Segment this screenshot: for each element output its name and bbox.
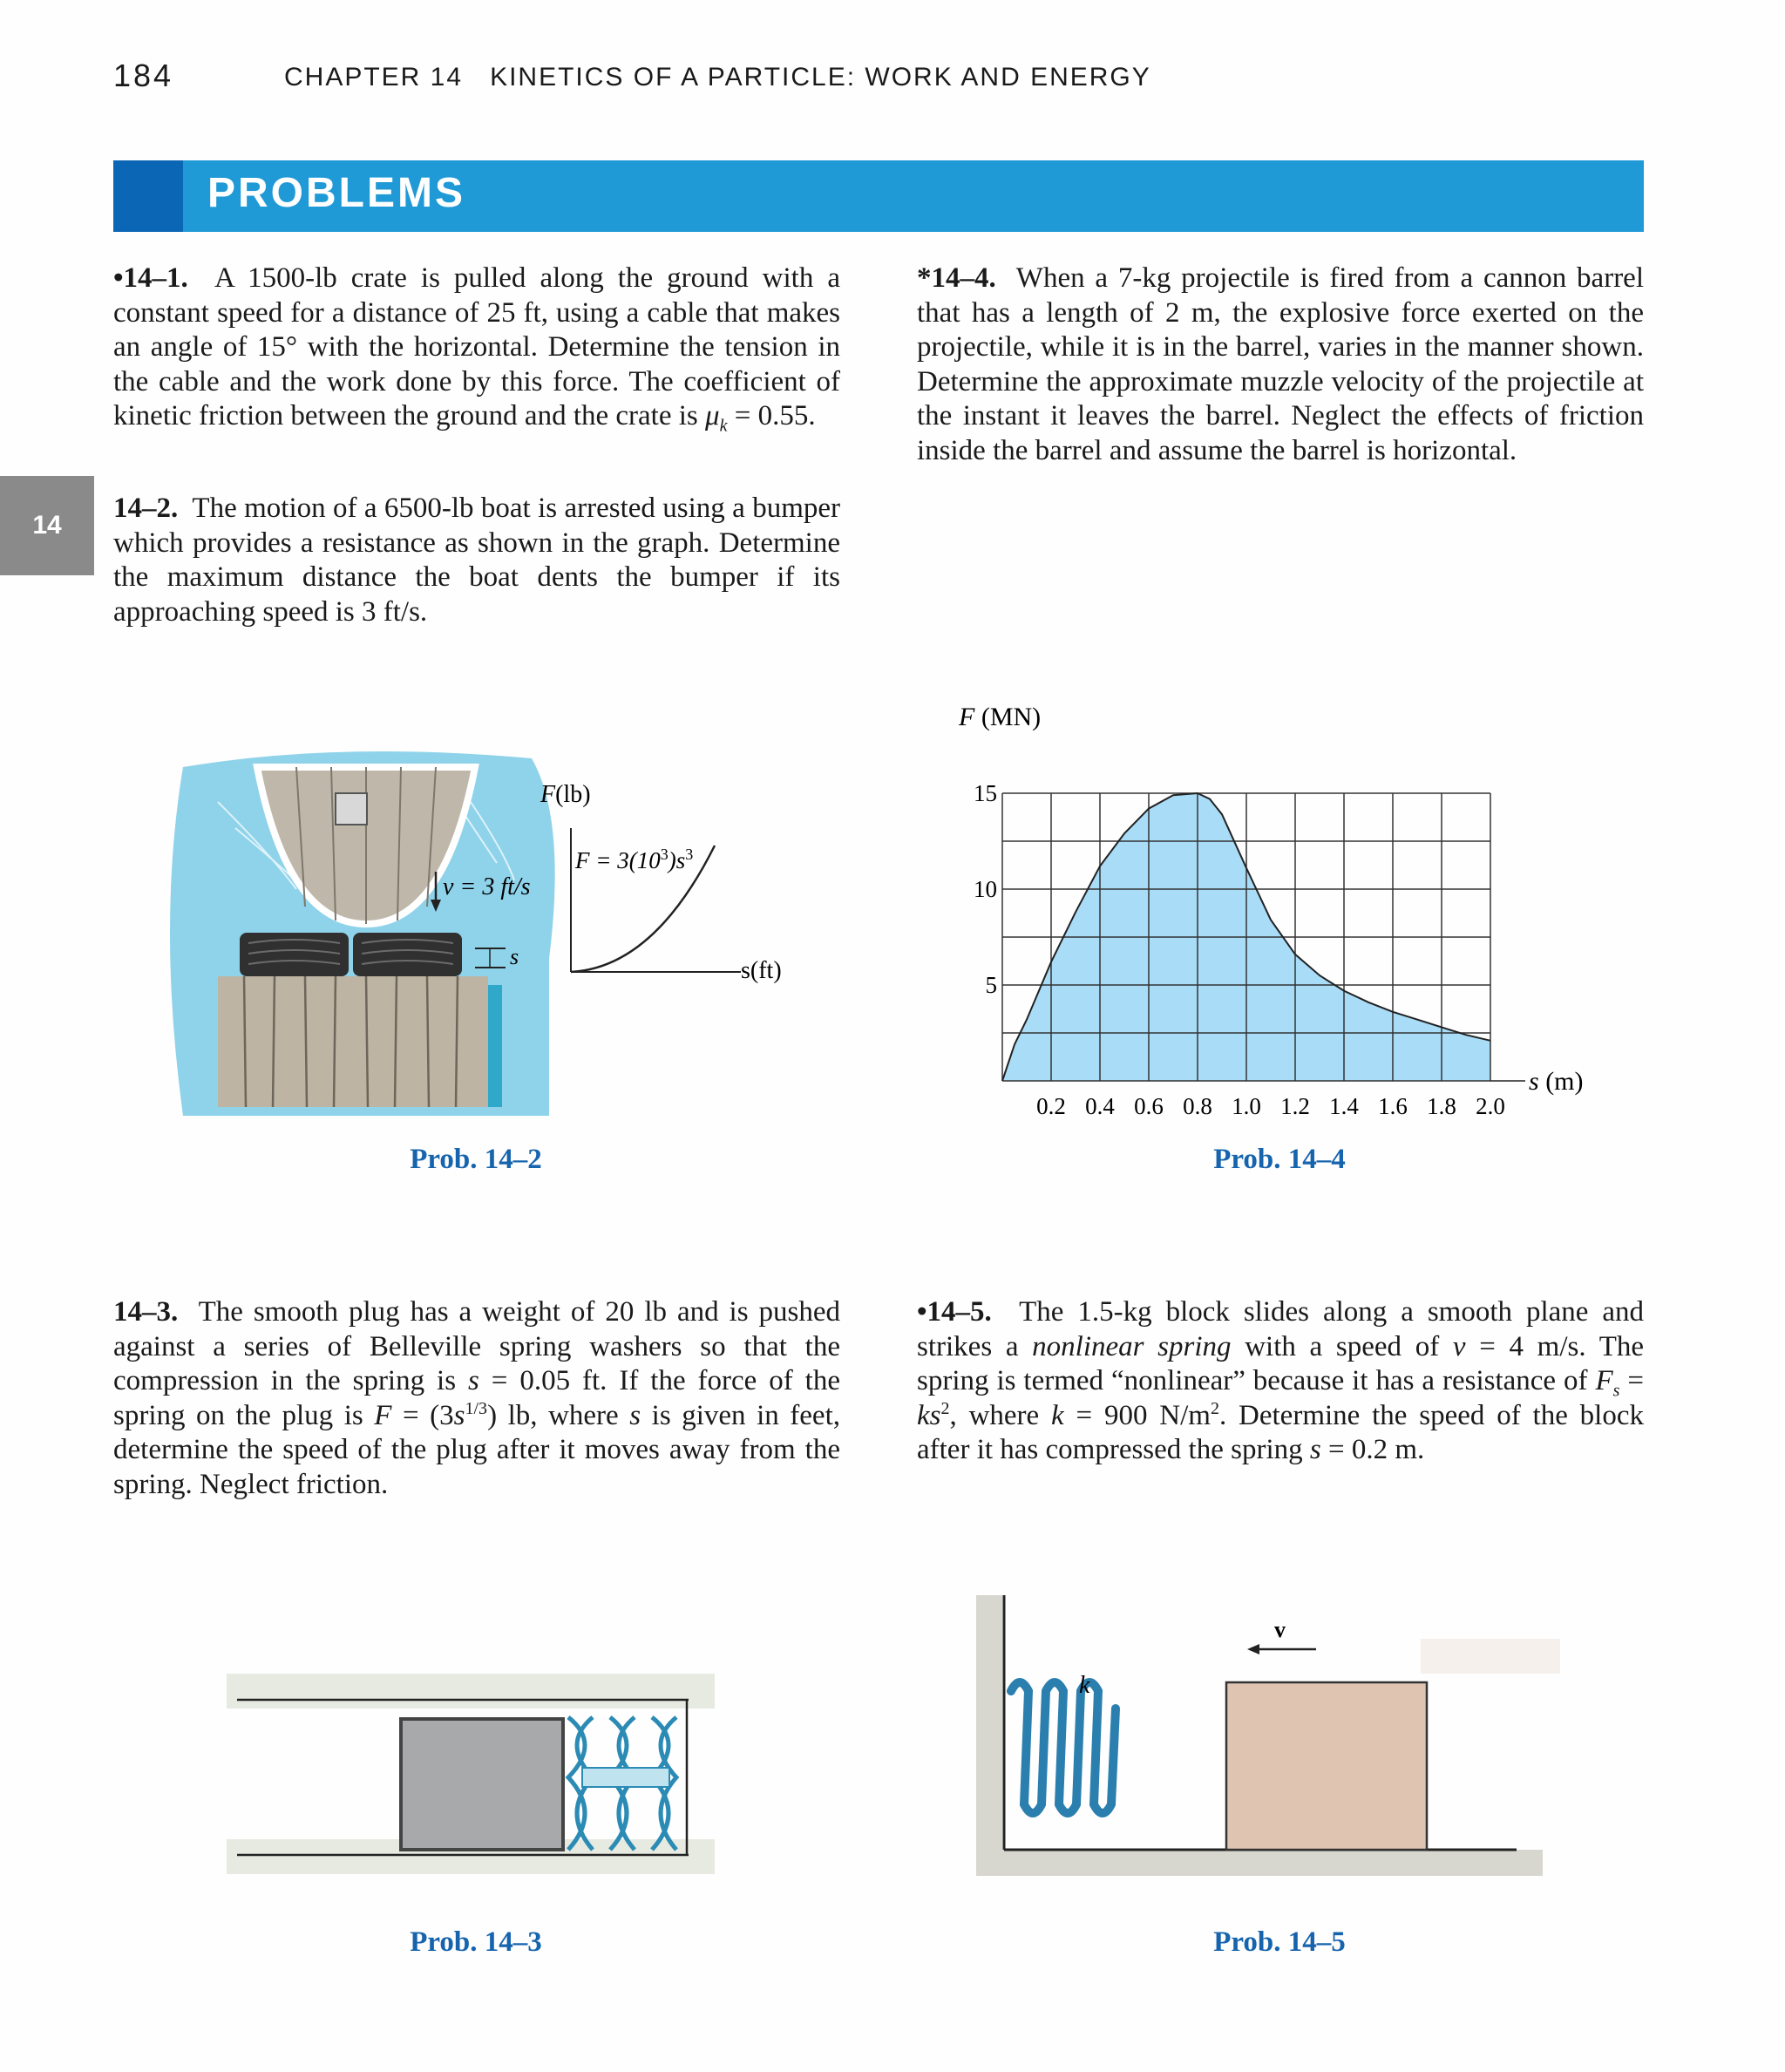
v-symbol: v <box>1452 1330 1466 1362</box>
chart-y-tick-label: 15 <box>974 780 997 806</box>
problems-banner <box>113 160 1644 232</box>
problem-text: The motion of a 6500-lb boat is arrested using a bumper which provides a resistance as shown in the graph. Determine the maximum distance the boat dents the bumper if its approaching speed is 3 ft/s. <box>113 493 841 628</box>
text-d: = <box>1619 1365 1644 1397</box>
problem-number: 14–2. <box>113 493 179 524</box>
ks-symbol: ks <box>917 1399 941 1431</box>
text-b: with a speed of <box>1231 1330 1453 1362</box>
chart-y-tick-label: 10 <box>974 876 997 902</box>
banner-accent-block <box>113 160 183 232</box>
exponent-2: 2 <box>940 1398 950 1418</box>
text-b: = 0.05 ft. If the force of the spring on the plug is <box>113 1365 840 1431</box>
problem-14-5 <box>917 1295 1644 1468</box>
emphasis: nonlinear spring <box>1032 1330 1232 1362</box>
boat-window <box>336 793 367 825</box>
banner-title: PROBLEMS <box>207 170 466 216</box>
text-c: = 4 m/s. The spring is termed “nonlinear” because it has a resistance of <box>917 1330 1644 1397</box>
chart-x-tick-label: 0.6 <box>1134 1093 1164 1116</box>
velocity-vector-label: v <box>1274 1617 1286 1642</box>
s-axis-label: s(ft) <box>741 957 782 984</box>
problem-number: •14–1. <box>113 262 188 294</box>
figure-14-2 <box>166 750 811 1116</box>
page-number: 184 <box>113 58 174 93</box>
dock <box>218 976 488 1107</box>
caption-14-5: Prob. 14–5 <box>1213 1926 1346 1958</box>
wall <box>976 1595 1002 1857</box>
k-symbol: k <box>1051 1399 1064 1431</box>
floor <box>976 1850 1543 1876</box>
problem-text: When a 7-kg projectile is fired from a cannon barrel that has a length of 2 m, the explosive force exerted on the projectile, while it is in the barrel, varies in the manner shown. Determine the approximate muzzle velocity of the projectile at the instant it leaves the barrel. Neglect the effects of friction inside the barrel and assume the barrel is horizontal. <box>917 262 1645 466</box>
figure-14-5 <box>959 1586 1569 1900</box>
plug <box>401 1719 563 1850</box>
equation-label: $F = 3(10^3)s^3$ <box>575 846 694 873</box>
s-dimension-label: s <box>510 944 519 969</box>
k-label: k <box>1079 1672 1090 1699</box>
chapter-title: KINETICS OF A PARTICLE: WORK AND ENERGY <box>490 63 1151 92</box>
block <box>1226 1682 1427 1850</box>
chart-x-tick-label: 1.4 <box>1329 1093 1359 1116</box>
caption-14-3: Prob. 14–3 <box>410 1926 542 1958</box>
chart-x-tick-label: 1.2 <box>1280 1093 1310 1116</box>
mu-symbol: μ <box>705 400 720 432</box>
s-symbol-3: s <box>629 1399 641 1431</box>
chart-y-tick-label: 5 <box>985 972 997 998</box>
figure-14-4-chart <box>950 697 1621 1116</box>
problem-number: 14–3. <box>113 1296 179 1328</box>
text-h: = 0.2 m. <box>1320 1434 1425 1466</box>
problem-text-tail: = 0.55. <box>727 400 816 432</box>
problem-14-1 <box>113 262 840 434</box>
problem-number: *14–4. <box>917 262 996 294</box>
caption-14-2: Prob. 14–2 <box>410 1144 542 1175</box>
text-g: . Determine the speed of the block after it has compressed the spring <box>917 1399 1645 1466</box>
fs-subscript: s <box>1612 1381 1620 1401</box>
force-axis-label: F(lb) <box>540 781 591 808</box>
problem-text: A 1500-lb crate is pulled along the ground with a constant speed for a distance of 25 ft, using a cable that makes an angle of 15° with the horizontal. Determine the tension in the cable and the work done by this force. The coefficient of kinetic friction between the ground and the crate is <box>113 262 840 432</box>
text-e: , where <box>949 1399 1052 1431</box>
text-e: is given in feet, determine the speed of the plug after it moves away from the spring. Neglect friction. <box>113 1399 840 1500</box>
chapter-label: CHAPTER 14 <box>284 63 464 92</box>
chart-x-tick-label: 0.8 <box>1183 1093 1212 1116</box>
caption-14-4-text: Prob. 14–4 <box>1213 1144 1346 1175</box>
exponent: 1/3 <box>465 1398 488 1418</box>
spring <box>1011 1682 1116 1813</box>
problem-14-3 <box>113 1295 840 1503</box>
mu-subscript: k <box>719 416 728 436</box>
chart-x-tick-label: 1.0 <box>1232 1093 1261 1116</box>
chart-x-axis-label: s (m) <box>1529 1067 1584 1096</box>
chart-x-tick-label: 0.2 <box>1036 1093 1066 1116</box>
chapter-heading <box>284 63 1151 92</box>
chart-x-tick-label: 1.8 <box>1427 1093 1456 1116</box>
problem-number: •14–5. <box>917 1296 992 1328</box>
problem-14-4 <box>917 262 1644 469</box>
chart-y-axis-label: F (MN) <box>959 703 1042 731</box>
running-head <box>113 58 1246 101</box>
caption-14-4 <box>1105 1144 1454 1176</box>
f-symbol: F <box>374 1399 392 1431</box>
figure-14-3 <box>227 1656 715 1883</box>
exponent-3: 2 <box>1210 1398 1219 1418</box>
text-a: The 1.5-kg block slides along a smooth plane and strikes a <box>917 1296 1645 1362</box>
text-a: The smooth plug has a weight of 20 lb and is pushed against a series of Belleville spring washers so that the compression in the spring is <box>113 1296 840 1397</box>
chart-x-tick-label: 2.0 <box>1476 1093 1505 1116</box>
text-c: = (3 <box>391 1399 454 1431</box>
s-symbol: s <box>1309 1434 1321 1466</box>
s-symbol: s <box>468 1365 479 1397</box>
text-f: = 900 N/m <box>1063 1399 1211 1431</box>
chart-x-tick-label: 1.6 <box>1378 1093 1408 1116</box>
chapter-side-tab: 14 <box>0 476 94 575</box>
s-symbol-2: s <box>453 1399 465 1431</box>
chart-x-tick-label: 0.4 <box>1085 1093 1115 1116</box>
fs-symbol: F <box>1595 1365 1613 1397</box>
velocity-label: v = 3 ft/s <box>443 873 531 900</box>
text-d: ) lb, where <box>487 1399 630 1431</box>
problem-14-2 <box>113 492 840 629</box>
